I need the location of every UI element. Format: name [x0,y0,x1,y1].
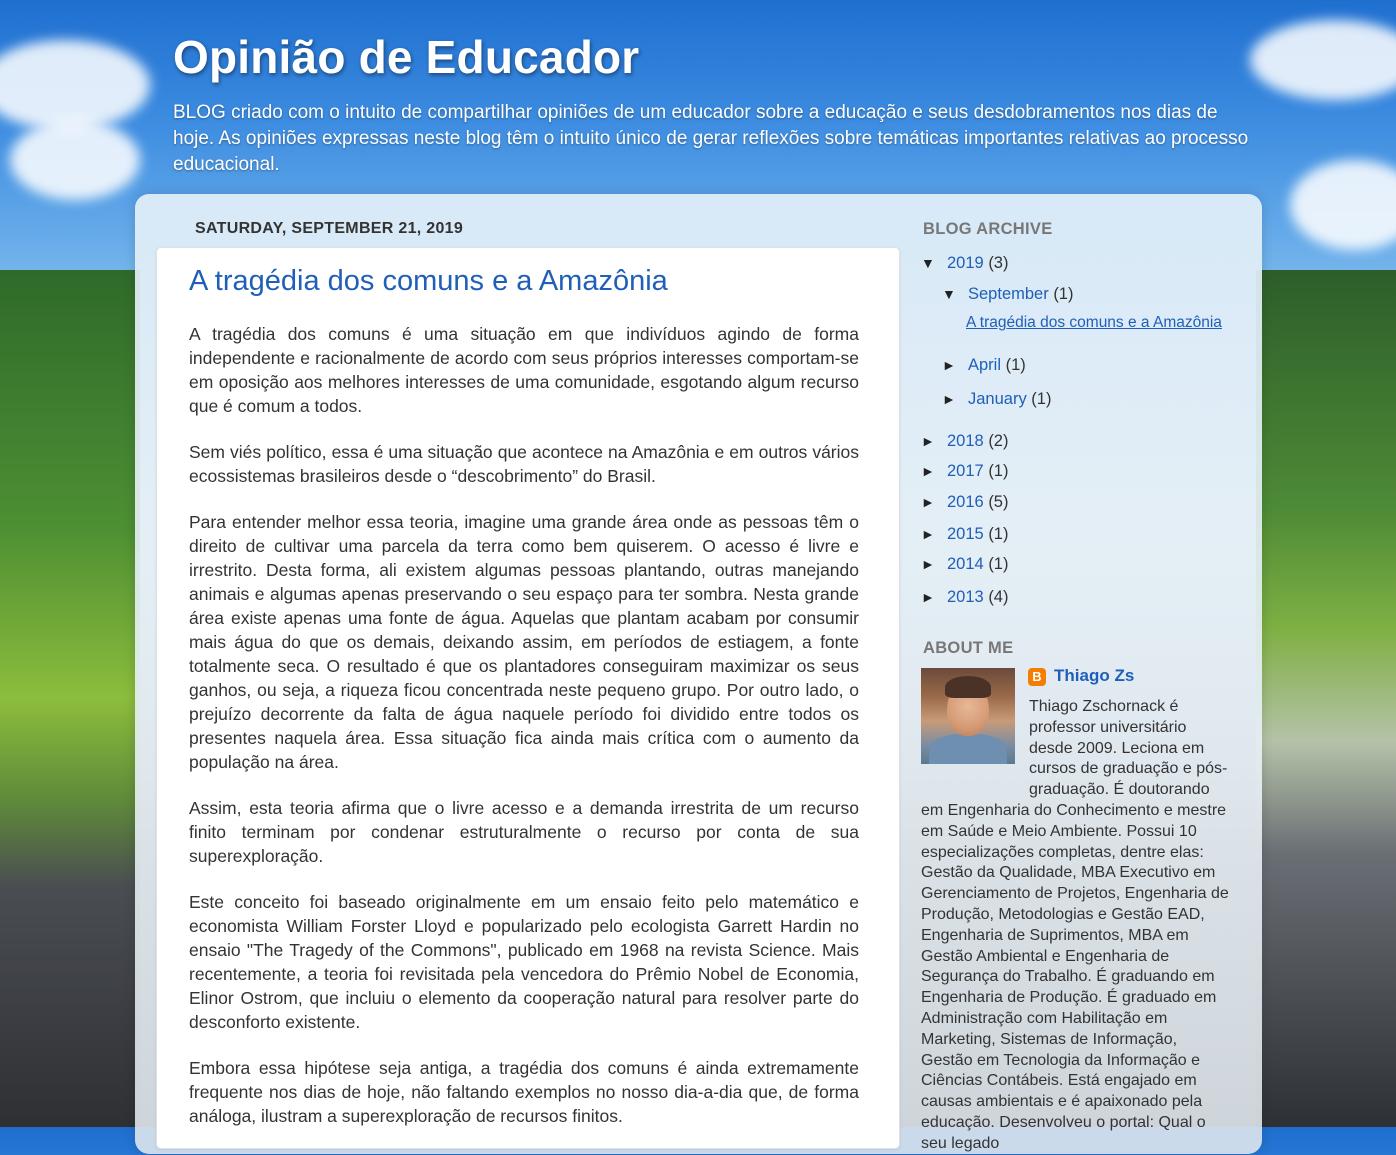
archive-month-september [942,285,1073,304]
profile-bio: Thiago Zschornack é professor universitário desde 2009. Leciona em cursos de graduação e pós-graduação. É doutorando em Engenharia do Conhecimento e mestre em Saúde e Meio Ambiente. Possui 10 especializações completas, dentre elas: Gestão da Qualidade, MBA Executivo em Gerenciamento de Projetos, Engenharia de Produção, Metodologias e Gestão EAD, Engenharia de Suprimentos, MBA em Gestão Ambiental e Engenharia de Segurança do Trabalho. É graduando em Engenharia de Produção. É graduado em Administração com Habilitação em Marketing, Sistemas de Informação, Gestão em Tecnologia da Informação e Ciências Contábeis. Está engajado em causas ambientais e é apaixonado pela educação. Desenvolveu o portal: Qual o seu legado [921,698,1229,1152]
background-cloud [1290,160,1396,250]
archive-year-2019 [921,254,1008,273]
archive-month-link[interactable]: September [968,285,1049,303]
background-cloud [1250,20,1396,100]
post-card [156,247,900,1149]
archive-month-april [942,356,1026,375]
blog-header [173,30,1263,178]
post-title[interactable]: A tragédia dos comuns e a Amazônia [189,265,668,297]
archive-year-link[interactable]: 2016 [947,493,984,511]
background-trees-right [1256,270,1396,1127]
archive-count: (3) [988,254,1009,272]
archive-post-link[interactable]: A tragédia dos comuns e a Amazônia [966,314,1222,331]
archive-year-link[interactable]: 2014 [947,555,984,573]
archive-year-link[interactable]: 2019 [947,254,984,272]
collapse-toggle-icon[interactable]: ► [921,433,935,449]
collapse-toggle-icon[interactable]: ► [921,463,935,479]
archive-year-link[interactable]: 2017 [947,462,984,480]
archive-year-row [921,493,1008,512]
archive-year-link[interactable]: 2013 [947,588,984,606]
collapse-toggle-icon[interactable]: ► [921,556,935,572]
archive-year-row [921,588,1008,607]
bio-float-spacer [921,697,1029,787]
about-me-title: ABOUT ME [923,639,1014,657]
post-date: SATURDAY, SEPTEMBER 21, 2019 [195,220,464,237]
post-body [189,322,859,1150]
post-paragraph: Para entender melhor essa teoria, imagine uma grande área onde as pessoas têm o direito de cultivar uma parcela da terra como bem quiserem. O acesso é livre e irrestrito. Desta forma, ali existem algumas pessoas plantando, outras manejando animais e algumas apenas preservando o seu espaço para ter sombra. Nesta grande área existe apenas uma fonte de água. Aquelas que plantam acabam por consumir mais água do que os demais, deixando assim, em períodos de estiagem, a fonte totalmente seca. O resultado é que os plantadores conseguiram maximizar os seus ganhos, ou seja, a riqueza ficou concentrada neste pequeno grupo. Por outro lado, o prejuízo decorrente da falta de água naquele período foi dividido entre todos os presentes naquela área. Essa situação fica ainda mais crítica com o aumento da população na área. [189,512,859,772]
archive-year-row [921,555,1008,574]
archive-year-link[interactable]: 2015 [947,525,984,543]
collapse-toggle-icon[interactable]: ► [921,526,935,542]
photo-hair [945,676,991,698]
collapse-toggle-icon[interactable]: ► [921,494,935,510]
post-paragraph: A tragédia dos comuns é uma situação em que indivíduos agindo de forma independente e racionalmente de acordo com seus próprios interesses comportam-se em oposição aos melhores interesses de uma comunidade, esgotando algum recurso que é comum a todos. [189,324,859,416]
archive-year-row [921,525,1008,544]
archive-count: (1) [988,525,1009,543]
archive-year-link[interactable]: 2018 [947,432,984,450]
background-cloud [10,120,140,200]
profile-name-link[interactable]: Thiago Zs [1054,666,1135,685]
post-paragraph: Assim, esta teoria afirma que o livre acesso e a demanda irrestrita de um recurso finito terminam por condenar estruturalmente o recurso por conta de sua superexploração. [189,798,859,866]
expand-toggle-icon[interactable]: ▼ [942,286,956,302]
collapse-toggle-icon[interactable]: ► [921,589,935,605]
archive-month-link[interactable]: April [968,356,1002,374]
archive-count: (1) [1031,390,1052,408]
archive-count: (1) [1053,285,1074,303]
background-trees-left [0,270,140,1127]
archive-year-row [921,432,1008,451]
archive-count: (2) [988,432,1009,450]
archive-title: BLOG ARCHIVE [923,220,1053,238]
blog-description: BLOG criado com o intuito de compartilhar opiniões de um educador sobre a educação e seus desdobramentos nos dias de hoje. As opiniões expressas neste blog têm o intuito único de gerar reflexões sobre temáticas importantes relativas ao processo educacional. [173,102,1249,175]
profile-bio-block [921,697,1233,1155]
archive-month-link[interactable]: January [968,390,1027,408]
blog-title[interactable]: Opinião de Educador [173,31,640,83]
collapse-toggle-icon[interactable]: ► [942,391,956,407]
archive-month-january [942,390,1051,409]
collapse-toggle-icon[interactable]: ► [942,357,956,373]
post-paragraph: Este conceito foi baseado originalmente em um ensaio feito pelo matemático e economista William Forster Lloyd e popularizado pelo ecologista Garrett Hardin no ensaio "The Tragedy of the Commons", publicado em 1968 na revista Science. Mais recentemente, a teoria foi revisitada pela vencedora do Prêmio Nobel de Economia, Elinor Ostrom, que incluiu o elemento da cooperação natural para resolver parte do desconforto existente. [189,892,859,1032]
archive-count: (1) [988,555,1009,573]
blogger-icon: B [1028,668,1046,686]
post-paragraph: Sem viés político, essa é uma situação que acontece na Amazônia e em outros vários ecossistemas brasileiros desde o “descobrimento” do Brasil. [189,442,859,486]
archive-year-row [921,462,1008,481]
archive-count: (1) [1005,356,1026,374]
archive-count: (4) [988,588,1009,606]
content-panel [135,194,1262,1154]
archive-count: (5) [988,493,1009,511]
expand-toggle-icon[interactable]: ▼ [921,255,935,271]
background-cloud [0,40,150,130]
post-paragraph: Embora essa hipótese seja antiga, a tragédia dos comuns é ainda extremamente frequente nos dias de hoje, não faltando exemplos no nosso dia-a-dia que, de forma análoga, ilustram a superexploração de recursos finitos. [189,1058,859,1126]
archive-count: (1) [988,462,1009,480]
